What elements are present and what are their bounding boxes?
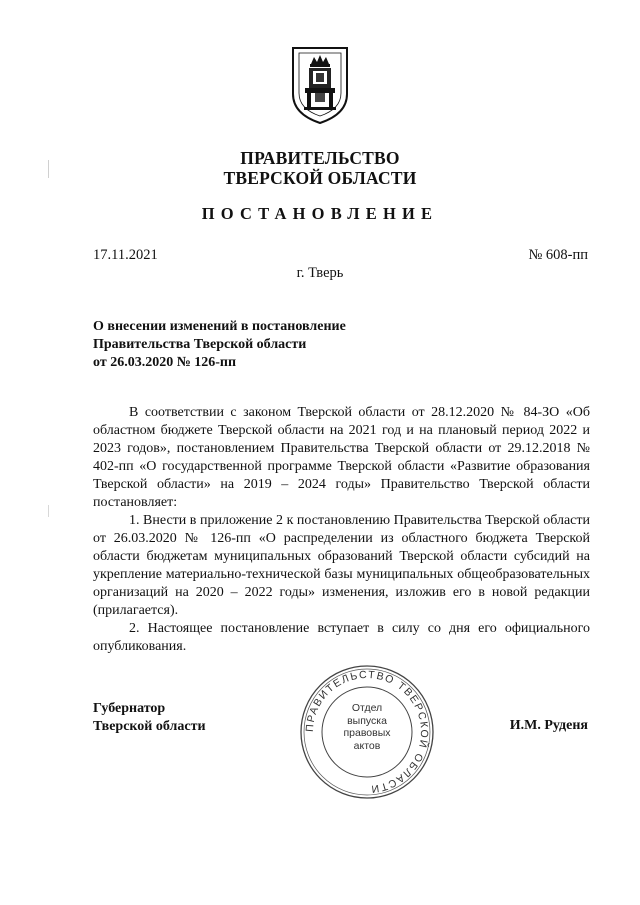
city: г. Тверь [296, 265, 344, 281]
stamp-line3: правовых [343, 727, 391, 739]
document-type: ПОСТАНОВЛЕНИЕ [201, 204, 439, 223]
organization-name-line2: ТВЕРСКОЙ ОБЛАСТИ [223, 168, 417, 188]
scan-artifact [48, 160, 49, 178]
document-number: № 608-пп [528, 247, 588, 263]
document-title [93, 318, 346, 372]
body-paragraph-preamble: В соответствии с законом Тверской области от 28.12.2020 № 84-ЗО «Об областном бюджете Тверской области на 2021 год и на плановый период 2022 и 2023 годов», постановлением Правительства Тверской области от 29.12.2018 № 402-пп «О государственной программе Тверской области «Развитие образования Тверской области» на 2019 – 2024 годы» Правительство Тверской области постановляет: [93, 405, 590, 510]
stamp-line2: выпуска [347, 714, 387, 727]
document-body [93, 404, 590, 656]
signatory-position [93, 700, 206, 736]
signatory-position-line1: Губернатор [93, 701, 166, 716]
title-line3: от 26.03.2020 № 126-пп [93, 355, 237, 370]
signatory-name: И.М. Руденя [509, 718, 588, 733]
scan-artifact [48, 505, 49, 517]
body-paragraph-item-2: 2. Настоящее постановление вступает в силу со дня его официального опубликования. [93, 621, 590, 654]
coat-of-arms-icon [290, 44, 350, 126]
signatory-position-line2: Тверской области [93, 719, 206, 734]
body-paragraph-item-1: 1. Внести в приложение 2 к постановлению Правительства Тверской области от 26.03.2020 № 126-пп «О распределении из областного бюджета Тверской области бюджетам муниципальных образований Тверской области субсидий на укрепление материально-технической базы муниципальных общеобразовательных организаций на 2020 – 2022 годы» изменения, изложив его в новой редакции (прилагается). [93, 513, 590, 618]
stamp-line4: актов [353, 739, 381, 752]
document-date: 17.11.2021 [93, 247, 158, 263]
title-line1: О внесении изменений в постановление [93, 319, 346, 334]
stamp-center-text [323, 702, 411, 752]
title-line2: Правительства Тверской области [93, 337, 307, 352]
stamp-line1: Отдел [351, 702, 383, 714]
stamp-ring-text: ПРАВИТЕЛЬСТВО ТВЕРСКОЙ ОБЛАСТИ [303, 668, 431, 796]
organization-name-line1: ПРАВИТЕЛЬСТВО [240, 148, 400, 168]
